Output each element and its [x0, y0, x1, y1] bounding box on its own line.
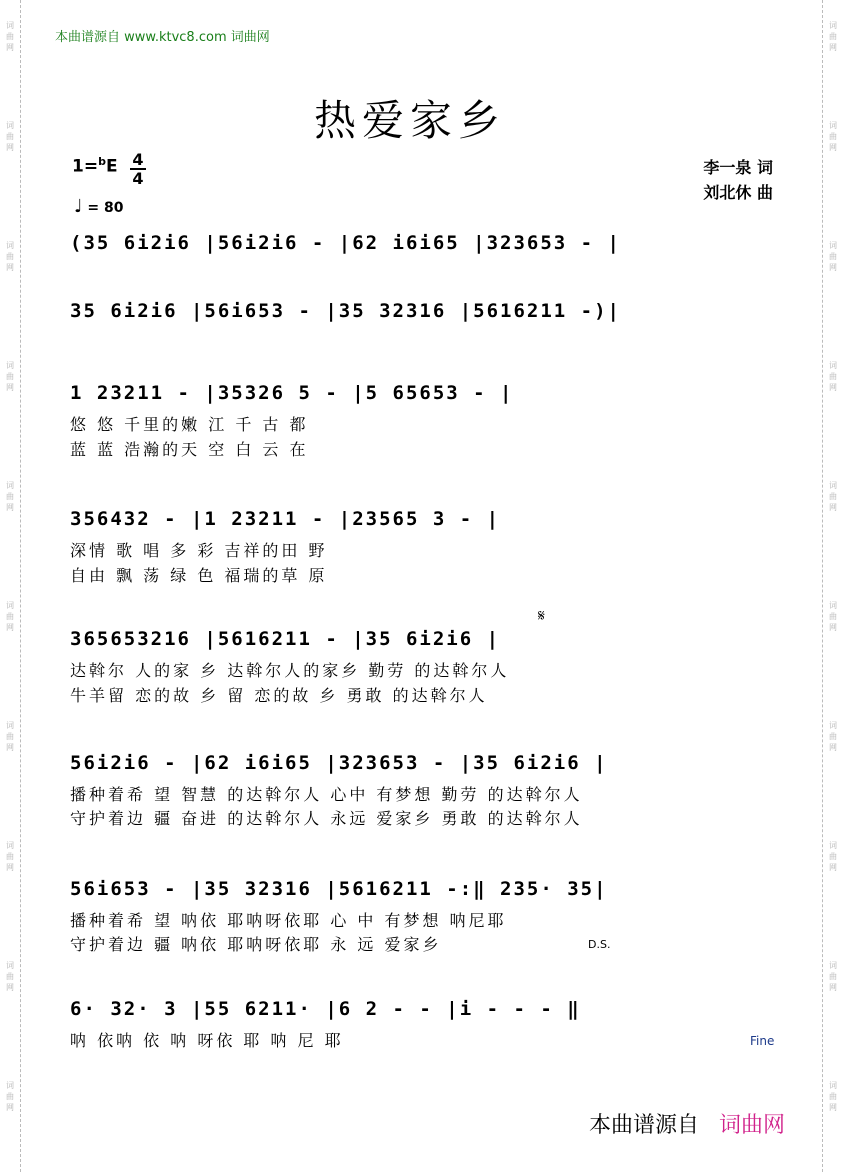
watermark-text: 词曲网: [6, 1081, 14, 1112]
watermark-text: 词曲网: [829, 841, 837, 872]
composer-credit: 刘北休 曲: [703, 183, 773, 202]
watermark-text: 词曲网: [829, 1081, 837, 1112]
right-watermark-strip: [822, 0, 843, 1172]
score-line-1: (35 6i2i6 |56i2i6 - |62 i6i65 |323653 - |: [70, 232, 621, 254]
watermark-text: 词曲网: [829, 21, 837, 52]
lyric-line-8-verse-1: 呐 依呐 依 呐 呀依 耶 呐 尼 耶: [70, 1031, 344, 1050]
lyric-line-6-verse-1: 播种着希 望 智慧 的达斡尔人 心中 有梦想 勤劳 的达斡尔人: [70, 785, 583, 804]
lyric-line-4-verse-1: 深情 歌 唱 多 彩 吉祥的田 野: [70, 541, 328, 560]
watermark-text: 词曲网: [6, 121, 14, 152]
time-signature-bottom: 4: [132, 169, 144, 188]
quarter-note-icon: ♩: [74, 196, 83, 217]
watermark-text: 词曲网: [6, 361, 14, 392]
watermark-text: 词曲网: [829, 481, 837, 512]
footer-text: 本曲谱源自: [588, 1113, 699, 1138]
lyric-line-5-verse-1: 达斡尔 人的家 乡 达斡尔人的家乡 勤劳 的达斡尔人: [70, 661, 510, 680]
score-line-8: 6· 32· 3 |55 6211· |6 2 - - |i - - - ‖: [70, 998, 581, 1020]
footer-brand-link[interactable]: 词曲网: [718, 1113, 785, 1138]
lyricist-credit: 李一泉 词: [703, 158, 773, 177]
score-line-7: 56i653 - |35 32316 |5616211 -:‖ 235· 35|: [70, 878, 608, 900]
footer: [589, 1108, 785, 1139]
lyric-line-7-verse-1: 播种着希 望 呐依 耶呐呀依耶 心 中 有梦想 呐尼耶: [70, 911, 507, 930]
lyric-line-3-verse-1: 悠 悠 千里的嫩 江 千 古 都: [70, 415, 309, 434]
watermark-text: 词曲网: [6, 241, 14, 272]
lyric-line-7-verse-2: 守护着边 疆 呐依 耶呐呀依耶 永 远 爱家乡: [70, 935, 442, 954]
watermark-text: 词曲网: [6, 961, 14, 992]
dal-segno-mark: D.S.: [588, 938, 611, 951]
score-line-4: 356432 - |1 23211 - |23565 3 - |: [70, 508, 501, 530]
key-signature: [72, 155, 118, 177]
source-header: 本曲谱源自 www.ktvc8.com 词曲网: [55, 30, 270, 45]
lyric-line-6-verse-2: 守护着边 疆 奋进 的达斡尔人 永远 爱家乡 勇敢 的达斡尔人: [70, 809, 583, 828]
watermark-text: 词曲网: [6, 721, 14, 752]
tempo-marking: [74, 196, 123, 217]
watermark-text: 词曲网: [6, 601, 14, 632]
key-prefix: 1=: [72, 156, 99, 177]
lyric-line-3-verse-2: 蓝 蓝 浩瀚的天 空 白 云 在: [70, 440, 309, 459]
score-line-2: 35 6i2i6 |56i653 - |35 32316 |5616211 -)|: [70, 300, 621, 322]
left-watermark-strip: [0, 0, 21, 1172]
segno-sign: 𝄋: [538, 606, 545, 625]
fine-mark: Fine: [750, 1034, 775, 1048]
key-note: E: [105, 156, 118, 177]
watermark-text: 词曲网: [6, 481, 14, 512]
tempo-value: = 80: [87, 200, 124, 216]
score-line-5: 365653216 |5616211 - |35 6i2i6 |: [70, 628, 501, 650]
watermark-text: 词曲网: [829, 361, 837, 392]
lyric-line-4-verse-2: 自由 飘 荡 绿 色 福瑞的草 原: [70, 566, 328, 585]
watermark-text: 词曲网: [829, 241, 837, 272]
time-signature-top: 4: [132, 150, 144, 169]
watermark-text: 词曲网: [6, 841, 14, 872]
lyric-line-5-verse-2: 牛羊留 恋的故 乡 留 恋的故 乡 勇敢 的达斡尔人: [70, 686, 488, 705]
watermark-text: 词曲网: [829, 721, 837, 752]
score-line-6: 56i2i6 - |62 i6i65 |323653 - |35 6i2i6 |: [70, 752, 608, 774]
flat-sign: b: [98, 155, 106, 168]
watermark-text: 词曲网: [829, 121, 837, 152]
watermark-text: 词曲网: [829, 601, 837, 632]
song-title: 热爱家乡: [313, 96, 506, 145]
score-line-3: 1 23211 - |35326 5 - |5 65653 - |: [70, 382, 514, 404]
watermark-text: 词曲网: [6, 21, 14, 52]
watermark-text: 词曲网: [829, 961, 837, 992]
time-signature: [130, 152, 146, 186]
